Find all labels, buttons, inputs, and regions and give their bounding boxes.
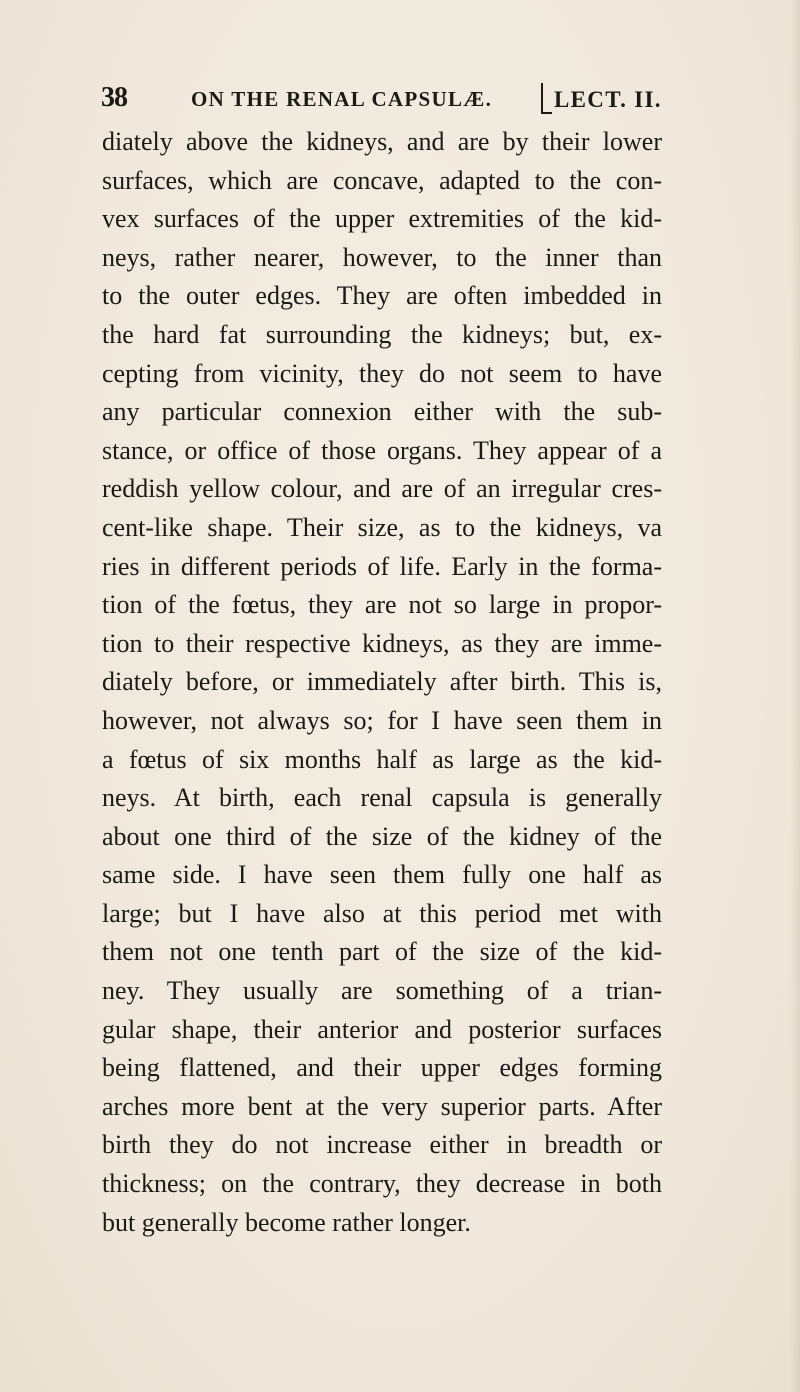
text-line: about one third of the size of the kidney of the [102,821,662,851]
running-head-title: ON THE RENAL CAPSULÆ. [191,87,493,111]
text-line: arches more bent at the very superior parts. After [102,1091,662,1121]
text-line: but generally become rather longer. [102,1207,471,1237]
text-line: being flattened, and their upper edges forming [102,1053,662,1083]
text-line: them not one tenth part of the size of the kid- [102,937,662,967]
text-line: diately before, or immediately after birth. This is, [102,667,662,697]
text-line: a fœtus of six months half as large as the kid- [102,744,662,774]
text-line: neys. At birth, each renal capsula is generally [102,783,662,813]
text-line: the hard fat surrounding the kidneys; but, ex- [102,319,662,349]
text-line: tion to their respective kidneys, as they are imme- [102,628,662,658]
page-number: 38 [101,82,127,113]
running-head [101,82,671,118]
text-line: large; but I have also at this period met with [102,898,662,928]
text-line: diately above the kidneys, and are by their lower [102,127,662,156]
text-line: stance, or office of those organs. They appear of a [102,435,662,465]
text-line: birth they do not increase either in breadth or [102,1130,662,1160]
text-line: surfaces, which are concave, adapted to the con- [102,165,662,195]
page-edge-shadow [790,0,800,1392]
running-head-section-label: LECT. II. [554,87,662,112]
text-line: to the outer edges. They are often imbedded in [102,281,662,311]
text-line: vex surfaces of the upper extremities of the kid- [102,204,662,234]
text-line: reddish yellow colour, and are of an irregular cres- [102,474,662,504]
running-head-section [541,83,662,114]
text-line: tion of the fœtus, they are not so large in propor- [102,590,662,620]
text-line: neys, rather nearer, however, to the inner than [102,242,662,272]
body-text [102,123,662,1242]
text-line: ney. They usually are something of a trian- [102,976,662,1006]
text-line: cent-like shape. Their size, as to the kidneys, va [102,512,662,542]
bracket-mark [541,83,552,114]
text-line: thickness; on the contrary, they decrease in both [102,1169,662,1199]
text-line: cepting from vicinity, they do not seem to have [102,358,662,388]
text-line: gular shape, their anterior and posterior surfaces [102,1014,662,1044]
text-line: same side. I have seen them fully one half as [102,860,662,890]
text-line: ries in different periods of life. Early in the forma- [102,551,662,581]
text-line: however, not always so; for I have seen them in [102,705,662,735]
text-line: any particular connexion either with the sub- [102,397,662,427]
